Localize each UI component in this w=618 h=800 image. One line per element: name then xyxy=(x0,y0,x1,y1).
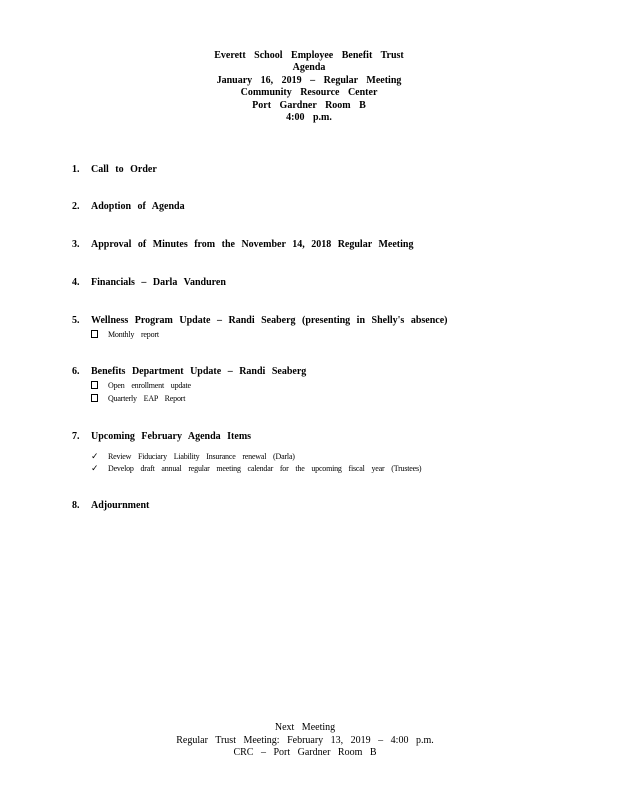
item-number: 8. xyxy=(72,500,80,511)
next-meeting-footer xyxy=(0,722,610,760)
document-title: Agenda xyxy=(292,62,326,74)
sub-item-open-enrollment xyxy=(91,381,191,390)
item-number: 6. xyxy=(72,366,80,377)
meeting-venue: Community Resource Center xyxy=(240,87,378,99)
agenda-item-adoption xyxy=(72,201,185,212)
item-text: Wellness Program Update – Randi Seaberg (presenting in Shelly's absence) xyxy=(91,315,448,326)
agenda-item-upcoming-february xyxy=(72,431,251,442)
sub-item-text: Develop draft annual regular meeting calendar for the upcoming fiscal year (Trustees) xyxy=(108,464,422,473)
agenda-header xyxy=(0,50,618,124)
agenda-item-financials xyxy=(72,277,226,288)
item-number: 5. xyxy=(72,315,80,326)
sub-item-monthly-report xyxy=(91,330,159,339)
checkmark-icon: ✓ xyxy=(91,451,99,461)
meeting-room: Port Gardner Room B xyxy=(252,99,366,111)
item-text: Approval of Minutes from the November 14, 2018 Regular Meeting xyxy=(91,239,414,250)
sub-item-text: Quarterly EAP Report xyxy=(108,394,186,403)
sub-item-develop-calendar xyxy=(91,463,421,474)
item-number: 3. xyxy=(72,239,80,250)
sub-item-text: Review Fiduciary Liability Insurance renewal (Darla) xyxy=(108,452,295,461)
item-text: Adjournment xyxy=(91,500,150,511)
item-text: Upcoming February Agenda Items xyxy=(91,431,252,442)
item-number: 4. xyxy=(72,277,80,288)
item-number: 1. xyxy=(72,164,80,175)
item-number: 2. xyxy=(72,201,80,212)
agenda-item-adjournment xyxy=(72,500,149,511)
organization-name: Everett School Employee Benefit Trust xyxy=(214,50,404,61)
item-text: Benefits Department Update – Randi Seaberg xyxy=(91,366,307,377)
next-meeting-heading: Next Meeting xyxy=(274,722,336,733)
agenda-item-call-to-order xyxy=(72,164,157,175)
sub-item-text: Open enrollment update xyxy=(108,381,191,390)
meeting-date: January 16, 2019 – Regular Meeting xyxy=(216,74,402,86)
agenda-item-wellness xyxy=(72,315,447,326)
item-text: Call to Order xyxy=(91,164,157,175)
next-meeting-details: Regular Trust Meeting: February 13, 2019 – 4:00 p.m. xyxy=(176,734,434,746)
sub-item-text: Monthly report xyxy=(108,330,159,339)
agenda-item-approval-minutes xyxy=(72,239,413,250)
item-text: Adoption of Agenda xyxy=(91,201,185,212)
checkbox-icon xyxy=(91,394,98,402)
meeting-time: 4:00 p.m. xyxy=(286,112,332,124)
agenda-item-benefits-department xyxy=(72,366,306,377)
checkmark-icon: ✓ xyxy=(91,463,99,473)
sub-item-eap-report xyxy=(91,394,185,403)
sub-item-review-insurance xyxy=(91,451,295,462)
next-meeting-location: CRC – Port Gardner Room B xyxy=(233,747,377,758)
checkbox-icon xyxy=(91,330,98,338)
item-number: 7. xyxy=(72,431,80,442)
item-text: Financials – Darla Vanduren xyxy=(91,277,226,288)
checkbox-icon xyxy=(91,381,98,389)
